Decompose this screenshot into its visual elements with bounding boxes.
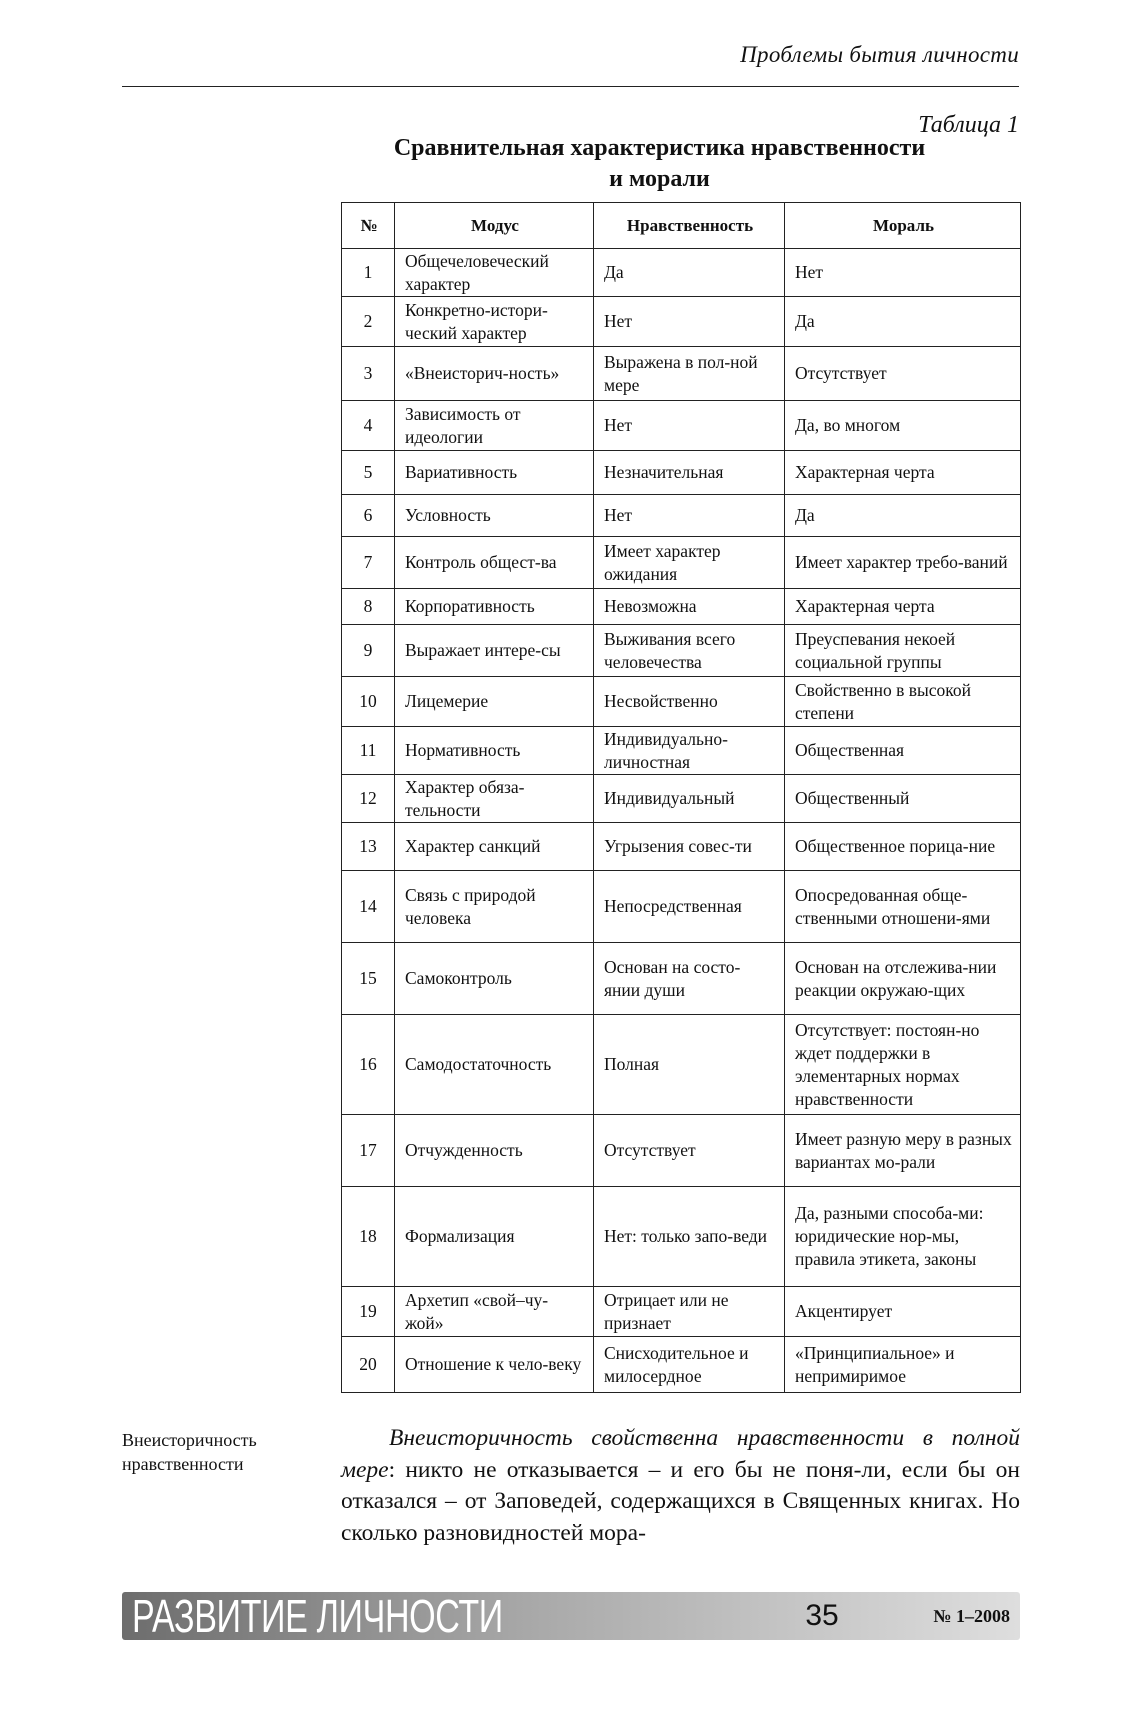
row-moral: Общественная	[785, 727, 1021, 775]
row-morality: Нет: только запо-веди	[594, 1187, 785, 1287]
row-morality: Индивидуальный	[594, 775, 785, 823]
footer-bar	[122, 1592, 1020, 1640]
table-row	[342, 1287, 1021, 1337]
row-modus: Конкретно-истори-ческий характер	[395, 297, 594, 347]
table-row	[342, 1187, 1021, 1287]
row-number: 6	[342, 495, 395, 537]
row-number: 8	[342, 589, 395, 625]
table-row	[342, 401, 1021, 451]
row-number: 16	[342, 1015, 395, 1115]
row-moral: Характерная черта	[785, 451, 1021, 495]
row-modus: «Внеисторич-ность»	[395, 347, 594, 401]
row-morality: Нет	[594, 495, 785, 537]
row-modus: Лицемерие	[395, 677, 594, 727]
row-morality: Основан на состо-янии души	[594, 943, 785, 1015]
row-number: 9	[342, 625, 395, 677]
body-text	[341, 1423, 1020, 1549]
row-number: 17	[342, 1115, 395, 1187]
row-moral: Опосредованная обще-ственными отношени-ями	[785, 871, 1021, 943]
row-moral: Свойственно в высокой степени	[785, 677, 1021, 727]
row-moral: «Принципиальное» и непримиримое	[785, 1337, 1021, 1393]
row-number: 10	[342, 677, 395, 727]
row-moral: Да	[785, 297, 1021, 347]
column-header-moral: Мораль	[785, 203, 1021, 249]
row-number: 5	[342, 451, 395, 495]
table-row	[342, 823, 1021, 871]
issue-number: № 1–2008	[933, 1606, 1010, 1626]
column-header-number: №	[342, 203, 395, 249]
row-number: 18	[342, 1187, 395, 1287]
table-row	[342, 625, 1021, 677]
row-number: 12	[342, 775, 395, 823]
row-morality: Снисходительное и милосердное	[594, 1337, 785, 1393]
table-row	[342, 775, 1021, 823]
table-row	[342, 249, 1021, 297]
table-row	[342, 727, 1021, 775]
row-moral: Характерная черта	[785, 589, 1021, 625]
row-moral: Имеет характер требо-ваний	[785, 537, 1021, 589]
table-row	[342, 537, 1021, 589]
table-row	[342, 347, 1021, 401]
row-modus: Общечеловеческий характер	[395, 249, 594, 297]
row-number: 20	[342, 1337, 395, 1393]
table-row	[342, 943, 1021, 1015]
row-modus: Самоконтроль	[395, 943, 594, 1015]
row-modus: Характер обяза-тельности	[395, 775, 594, 823]
table-body	[342, 249, 1021, 1393]
row-moral: Отсутствует: постоян-но ждет поддержки в элементарных нормах нравственности	[785, 1015, 1021, 1115]
row-number: 1	[342, 249, 395, 297]
row-morality: Да	[594, 249, 785, 297]
row-morality: Невозможна	[594, 589, 785, 625]
row-morality: Угрызения совес-ти	[594, 823, 785, 871]
row-morality: Незначительная	[594, 451, 785, 495]
row-modus: Контроль общест-ва	[395, 537, 594, 589]
table-row	[342, 1115, 1021, 1187]
row-morality: Нет	[594, 401, 785, 451]
row-morality: Индивидуально-личностная	[594, 727, 785, 775]
row-morality: Отсутствует	[594, 1115, 785, 1187]
row-modus: Самодостаточность	[395, 1015, 594, 1115]
row-moral: Нет	[785, 249, 1021, 297]
row-modus: Архетип «свой–чу-жой»	[395, 1287, 594, 1337]
row-number: 4	[342, 401, 395, 451]
table-title-line1: Сравнительная характеристика нравственности	[393, 135, 926, 161]
row-modus: Характер санкций	[395, 823, 594, 871]
body-italic-lead: Внеисторичность свойственна нравственности в полной мере	[341, 1425, 1020, 1483]
row-modus: Корпоративность	[395, 589, 594, 625]
row-moral: Акцентирует	[785, 1287, 1021, 1337]
table-row	[342, 871, 1021, 943]
row-moral: Отсутствует	[785, 347, 1021, 401]
row-moral: Основан на отслежива-нии реакции окружаю-щих	[785, 943, 1021, 1015]
table-row	[342, 297, 1021, 347]
row-modus: Отношение к чело-веку	[395, 1337, 594, 1393]
table-title	[341, 133, 978, 195]
row-moral: Да	[785, 495, 1021, 537]
table-row	[342, 495, 1021, 537]
comparison-table	[341, 202, 1021, 1393]
row-number: 3	[342, 347, 395, 401]
row-morality: Несвойственно	[594, 677, 785, 727]
row-modus: Отчужденность	[395, 1115, 594, 1187]
row-morality: Отрицает или не признает	[594, 1287, 785, 1337]
row-morality: Выражена в пол-ной мере	[594, 347, 785, 401]
row-morality: Непосредственная	[594, 871, 785, 943]
row-moral: Да, во многом	[785, 401, 1021, 451]
row-moral: Преуспевания некоей социальной группы	[785, 625, 1021, 677]
row-morality: Нет	[594, 297, 785, 347]
table-row	[342, 1337, 1021, 1393]
running-title: Проблемы бытия личности	[740, 42, 1019, 67]
table-row	[342, 589, 1021, 625]
row-number: 13	[342, 823, 395, 871]
row-morality: Имеет характер ожидания	[594, 537, 785, 589]
row-number: 14	[342, 871, 395, 943]
row-modus: Зависимость от идеологии	[395, 401, 594, 451]
row-modus: Условность	[395, 495, 594, 537]
table-row	[342, 677, 1021, 727]
table-row	[342, 451, 1021, 495]
row-number: 11	[342, 727, 395, 775]
row-modus: Выражает интере-сы	[395, 625, 594, 677]
body-paragraph-text: : никто не отказывается – и его бы не поня-ли, если бы он отказался – от Заповедей, содержащихся в Священных книгах. Но сколько разновидностей мора-	[341, 1456, 1020, 1546]
row-number: 7	[342, 537, 395, 589]
journal-brand: РАЗВИТИЕ ЛИЧНОСТИ	[132, 1592, 503, 1640]
row-moral: Общественный	[785, 775, 1021, 823]
column-header-morality: Нравственность	[594, 203, 785, 249]
margin-note: Внеисторичность нравственности	[122, 1430, 257, 1474]
row-moral: Общественное порица-ние	[785, 823, 1021, 871]
row-morality: Полная	[594, 1015, 785, 1115]
table-header-row	[342, 203, 1021, 249]
page-number: 35	[805, 1599, 839, 1632]
row-modus: Нормативность	[395, 727, 594, 775]
row-moral: Да, разными способа-ми: юридические нор-мы, правила этикета, законы	[785, 1187, 1021, 1287]
row-number: 15	[342, 943, 395, 1015]
row-number: 19	[342, 1287, 395, 1337]
row-number: 2	[342, 297, 395, 347]
row-modus: Связь с природой человека	[395, 871, 594, 943]
row-modus: Вариативность	[395, 451, 594, 495]
table-label: Таблица 1	[918, 112, 1019, 138]
column-header-modus: Модус	[395, 203, 594, 249]
table-row	[342, 1015, 1021, 1115]
header-rule	[122, 86, 1019, 87]
row-moral: Имеет разную меру в разных вариантах мо-рали	[785, 1115, 1021, 1187]
row-modus: Формализация	[395, 1187, 594, 1287]
row-morality: Выживания всего человечества	[594, 625, 785, 677]
table-title-line2: и морали	[609, 166, 710, 192]
body-paragraph	[341, 1423, 1020, 1549]
